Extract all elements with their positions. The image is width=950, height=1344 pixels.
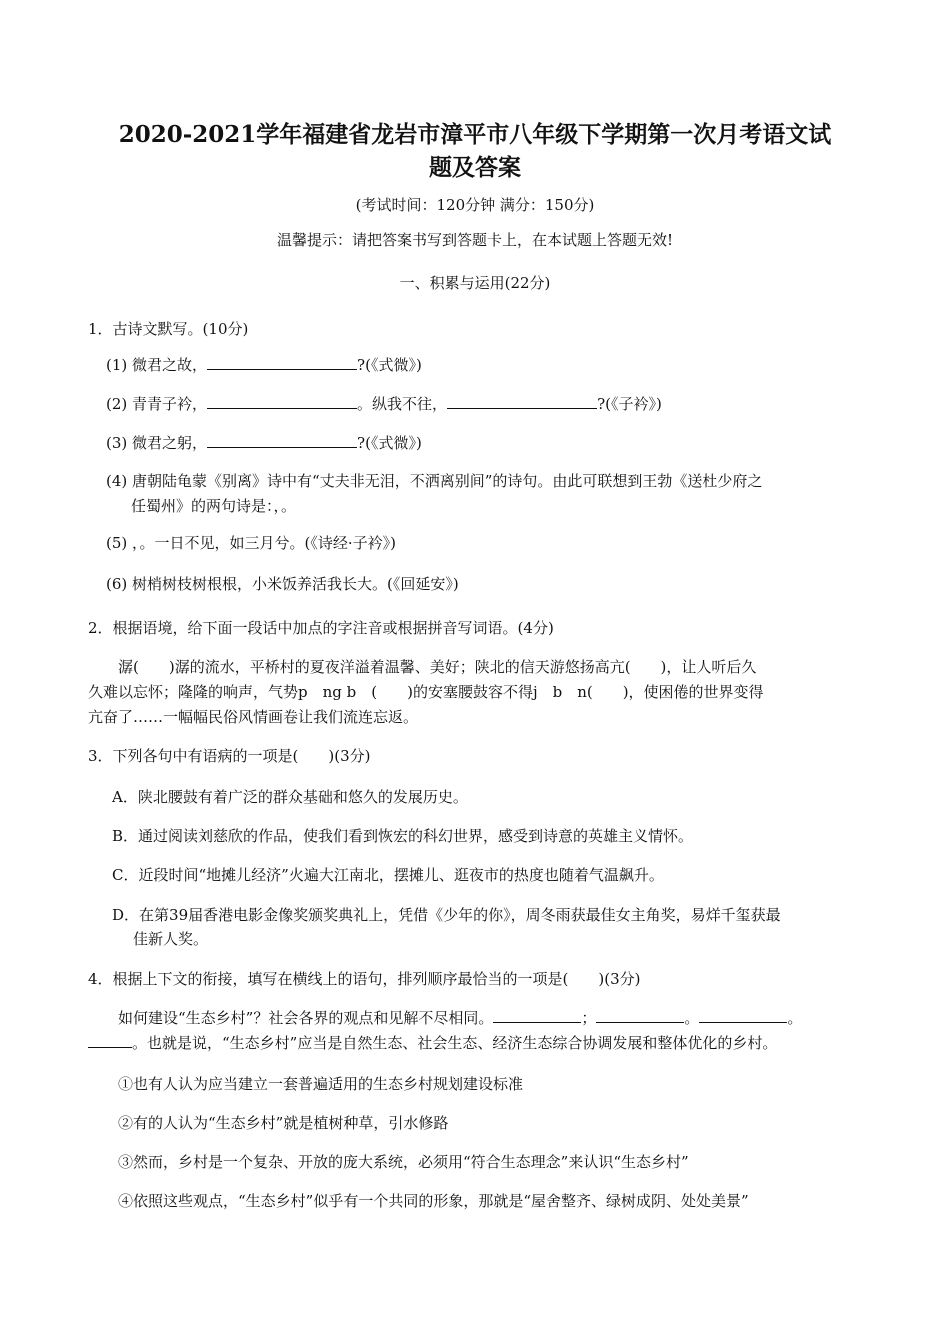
answer-blank[interactable] [447,394,597,409]
q1-item-3 [106,432,422,453]
q1-item-4-text1: 唐朝陆龟蒙《别离》诗中有“丈夫非无泪，不洒离别间”的诗句。由此可联想到王勃《送杜少府之 [132,472,763,490]
q4-option-3: ③然而，乡村是一个复杂、开放的庞大系统，必须用“符合生态理念”来认识“生态乡村” [118,1153,689,1171]
q1-item-5-text: ，。一日不见，如三月兮。(《诗经·子衿》) [132,534,397,552]
q1-item-2-text-b: 。纵我不往， [357,395,448,413]
q1-item-2-num: (2) [106,395,128,413]
q4-sep-3: 。 [787,1009,803,1027]
q4-passage-line1 [118,1007,802,1028]
q1-stem: 1．古诗文默写。(10分) [88,320,249,338]
q4-option-2: ②有的人认为“生态乡村”就是植树种草，引水修路 [118,1114,449,1132]
q3-option-c: C．近段时间“地摊儿经济”火遍大江南北，摆摊儿、逛夜市的热度也随着气温飙升。 [112,866,664,884]
q4-stem: 4．根据上下文的衔接，填写在横线上的语句，排列顺序最恰当的一项是( )(3分) [88,970,641,988]
q2-stem: 2．根据语境，给下面一段话中加点的字注音或根据拼音写词语。(4分) [88,619,554,637]
q1-item-3-text-b: ?(《式微》) [357,434,422,452]
q1-item-6-text: 树梢树枝树根根，小米饭养活我长大。(《回延安》) [132,575,459,593]
q4-option-4: ④依照这些观点，“生态乡村”似乎有一个共同的形象，那就是“屋舍整齐、绿树成阴、处处美景” [118,1192,749,1210]
q1-item-6 [106,573,459,594]
q2-passage-line1: 潺( )潺的流水，平桥村的夏夜洋溢着温馨、美好；陕北的信天游悠扬高亢( )，让人听后久 [118,658,757,676]
q1-item-1-text-a: 微君之故， [132,356,208,374]
q1-item-3-num: (3) [106,434,128,452]
answer-blank[interactable] [207,355,357,370]
q1-item-6-num: (6) [106,575,128,593]
answer-blank[interactable] [699,1008,787,1023]
q1-item-1-num: (1) [106,356,128,374]
q2-passage-line2: 久难以忘怀；隆隆的响声，气势p ng b ( )的安塞腰鼓容不得j b n( )，使困倦的世界变得 [88,683,764,701]
q1-item-2 [106,393,662,414]
exam-tip: 温馨提示：请把答案书写到答题卡上，在本试题上答题无效! [276,231,674,249]
exam-info: (考试时间：120分钟 满分：150分) [355,196,595,214]
q1-item-1-text-b: ?(《式微》) [357,356,422,374]
q4-sep-2: 。 [684,1009,700,1027]
q1-item-3-text-a: 微君之躬， [132,434,208,452]
q4-passage-end: 。也就是说，“生态乡村”应当是自然生态、社会生态、经济生态综合协调发展和整体优化的乡村。 [132,1034,778,1052]
section-1-title: 一、积累与运用(22分) [399,274,551,292]
answer-blank[interactable] [493,1008,581,1023]
exam-title-line2: 题及答案 [429,154,521,181]
q3-option-d-line1: D．在第39届香港电影金像奖颁奖典礼上，凭借《少年的你》，周冬雨获最佳女主角奖，易烊千玺获最 [112,906,781,924]
q1-item-4-line2: 任蜀州》的两句诗是：，。 [131,497,297,515]
q2-passage-line3: 亢奋了……一幅幅民俗风情画卷让我们流连忘返。 [88,708,419,726]
q1-item-2-text-a: 青青子衿， [132,395,208,413]
q1-item-4-line1 [106,470,762,491]
q3-option-b: B．通过阅读刘慈欣的作品，使我们看到恢宏的科幻世界，感受到诗意的英雄主义情怀。 [112,827,694,845]
q1-item-2-text-c: ?(《子衿》) [597,395,662,413]
q3-option-d-line2: 佳新人奖。 [133,930,209,948]
exam-title-line1: 2020-2021学年福建省龙岩市漳平市八年级下学期第一次月考语文试 [118,121,832,148]
q1-item-5-num: (5) [106,534,128,552]
answer-blank[interactable] [88,1033,132,1048]
q1-item-4-num: (4) [106,472,128,490]
q4-option-1: ①也有人认为应当建立一套普遍适用的生态乡村规划建设标准 [118,1075,524,1093]
q1-item-5 [106,532,396,553]
answer-blank[interactable] [207,394,357,409]
q3-option-a: A．陕北腰鼓有着广泛的群众基础和悠久的发展历史。 [112,788,468,806]
q4-passage-line2 [88,1032,777,1053]
answer-blank[interactable] [207,433,357,448]
answer-blank[interactable] [596,1008,684,1023]
q4-passage-start: 如何建设“生态乡村”？社会各界的观点和见解不尽相同。 [118,1009,494,1027]
q1-item-1 [106,354,422,375]
q3-stem: 3．下列各句中有语病的一项是( )(3分) [88,747,371,765]
q4-sep-1: ； [581,1009,597,1027]
